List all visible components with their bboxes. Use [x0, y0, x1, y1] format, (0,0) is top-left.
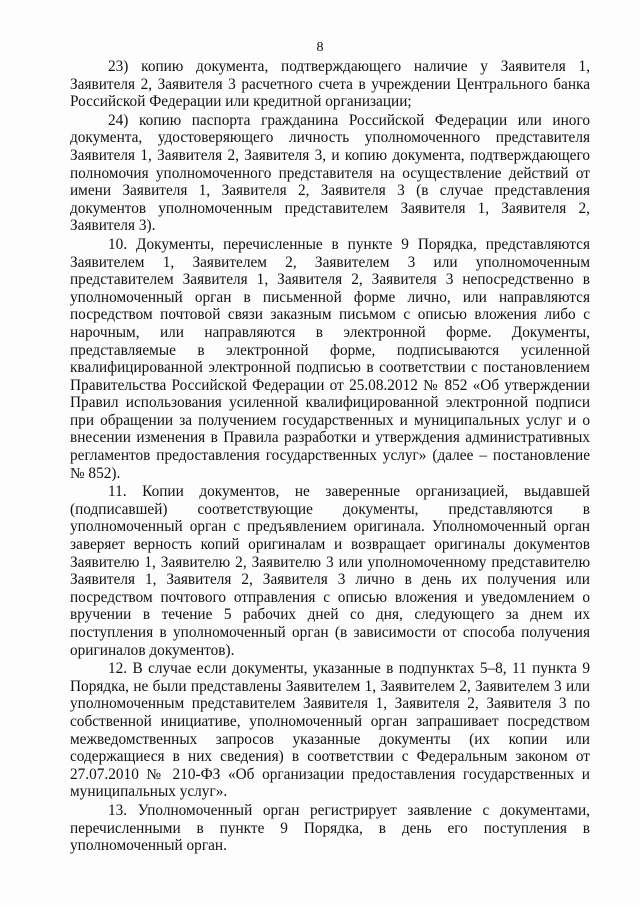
page-number: 8 [316, 40, 324, 55]
paragraph-point-10: 10. Документы, перечисленные в пункте 9 Порядка, представляются Заявителем 1, Заявителем 2, Заявителем 3 или уполномоченным представителем Заявителя 1, Заявителя 2, Заявителя 3 непосредственно в уполномоченный орган в письменной форме лично, или направляются посредством почтовой связи заказным письмом с описью вложения либо с нарочным, или направляются в электронной форме. Документы, представляемые в электронной форме, подписываются усиленной квалифицированной электронной подписью в соответствии с постановлением Правительства Российской Федерации от 25.08.2012 № 852 «Об утверждении Правил использования усиленной квалифицированной электронной подписи при обращении за получением государственных и муниципальных услуг и о внесении изменения в Правила разработки и утверждения административных регламентов предоставления государственных услуг» (далее – постановление № 852). [70, 235, 590, 482]
paragraph-point-13: 13. Уполномоченный орган регистрирует заявление с документами, перечисленными в пункте 9 Порядка, в день его поступления в уполномоченный орган. [70, 801, 590, 855]
paragraph-point-11: 11. Копии документов, не заверенные организацией, выдавшей (подписавшей) соответствующие документы, представляются в уполномоченный орган с предъявлением оригинала. Уполномоченный орган заверяет верность копий оригиналам и возвращает оригиналы документов Заявителю 1, Заявителю 2, Заявителю 3 или уполномоченному представителю Заявителя 1, Заявителя 2, Заявителя 3 лично в день их получения или посредством почтового отправления с описью вложения и уведомлением о вручении в течение 5 рабочих дней со дня, следующего за днем их поступления в уполномоченный орган (в зависимости от способа получения оригиналов документов). [70, 483, 590, 659]
paragraph-point-12: 12. В случае если документы, указанные в подпунктах 5–8, 11 пункта 9 Порядка, не были представлены Заявителем 1, Заявителем 2, Заявителем 3 или уполномоченным представителем Заявителя 1, Заявителя 2, Заявителя 3 по собственной инициативе, уполномоченный орган запрашивает посредством межведомственных запросов указанные документы (их копии или содержащиеся в них сведения) в соответствии с Федеральным законом от 27.07.2010 № 210-ФЗ «Об организации предоставления государственных и муниципальных услуг». [70, 660, 590, 801]
paragraph-item-23: 23) копию документа, подтверждающего наличие у Заявителя 1, Заявителя 2, Заявителя 3 расчетного счета в учреждении Центрального банка Российской Федерации или кредитной организации; [70, 58, 590, 111]
paragraph-item-24: 24) копию паспорта гражданина Российской Федерации или иного документа, удостоверяющего личность уполномоченного представителя Заявителя 1, Заявителя 2, Заявителя 3, и копию документа, подтверждающего полномочия уполномоченного представителя на осуществление действий от имени Заявителя 1, Заявителя 2, Заявителя 3 (в случае представления документов уполномоченным представителем Заявителя 1, Заявителя 2, Заявителя 3). [70, 111, 590, 235]
document-body [70, 58, 590, 856]
